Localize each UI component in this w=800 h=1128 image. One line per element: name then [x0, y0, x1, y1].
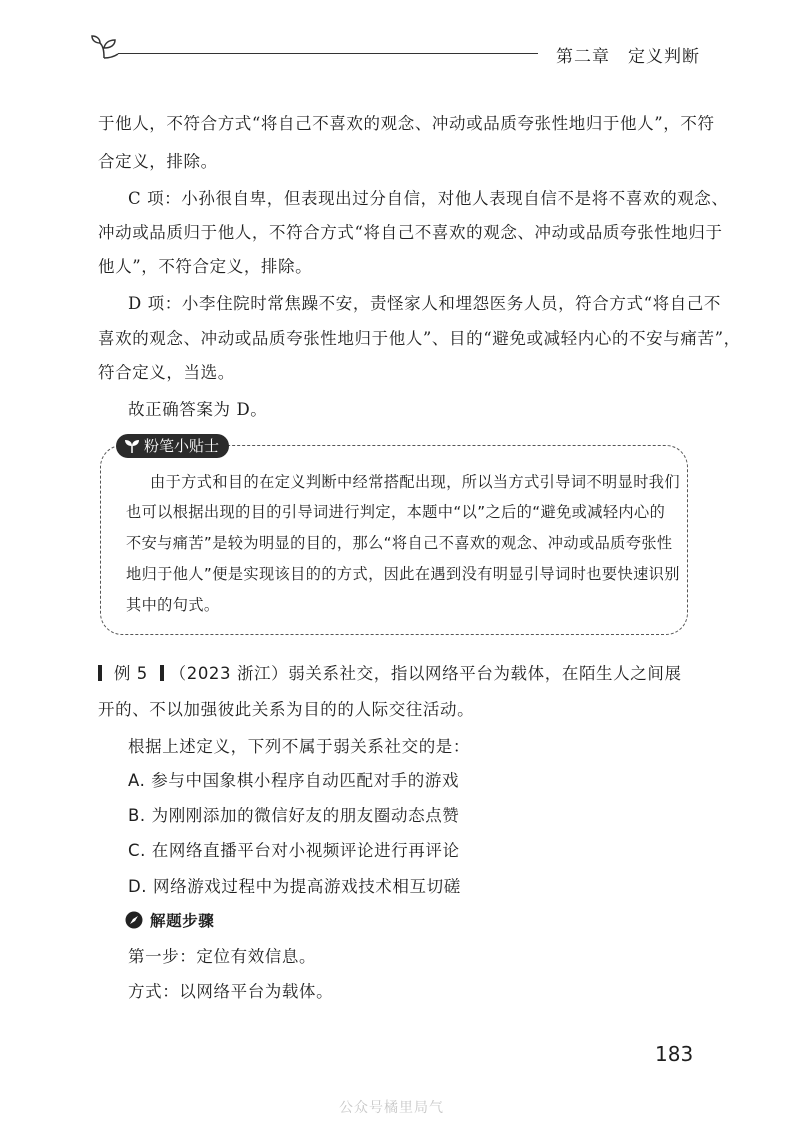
compass-icon: [125, 911, 143, 929]
page-number: 183: [655, 1042, 694, 1066]
example-heading: [98, 660, 682, 684]
body-line: 冲动或品质归于他人，不符合方式“将自己不喜欢的观念、冲动或品质夸张性地归于: [98, 223, 723, 242]
body-line: 喜欢的观念、冲动或品质夸张性地归于他人”、目的“避免或减轻内心的不安与痛苦”，: [98, 329, 741, 348]
tip-line: 由于方式和目的在定义判断中经常搭配出现，所以当方式引导词不明显时我们: [150, 473, 680, 491]
example-line-2: 开的、不以加强彼此关系为目的的人际交往活动。: [98, 700, 475, 719]
example-question: 根据上述定义，下列不属于弱关系社交的是：: [128, 737, 470, 756]
example-bar-left: [98, 665, 102, 681]
option-d: D. 网络游戏过程中为提高游戏技术相互切磋: [128, 877, 461, 896]
option-c: C. 在网络直播平台对小视频评论进行再评论: [128, 841, 460, 860]
body-line: D 项：小李住院时常焦躁不安，责怪家人和埋怨医务人员，符合方式“将自己不: [128, 294, 722, 313]
steps-title: 解题步骤: [150, 912, 215, 930]
sprout-icon: [90, 34, 120, 60]
example-line-1: （2023 浙江）弱关系社交，指以网络平台为载体，在陌生人之间展: [169, 664, 682, 683]
body-line: 他人”，不符合定义，排除。: [98, 257, 313, 276]
body-line: 符合定义，当选。: [98, 363, 235, 382]
tip-line: 地归于他人”便是实现该目的的方式，因此在遇到没有明显引导词时也要快速识别: [126, 565, 680, 583]
tip-badge: [116, 434, 229, 458]
watermark: 公众号橘里局气: [339, 1100, 444, 1116]
header-rule: [118, 53, 538, 54]
body-line: 于他人，不符合方式“将自己不喜欢的观念、冲动或品质夸张性地归于他人”，不符: [98, 114, 715, 133]
option-b: B. 为刚刚添加的微信好友的朋友圈动态点赞: [128, 806, 460, 825]
example-label: 例 5: [113, 664, 148, 683]
example-bar-right: [160, 665, 164, 681]
steps-line: 方式：以网络平台为载体。: [128, 982, 334, 1001]
tip-line: 不安与痛苦”是较为明显的目的，那么“将自己不喜欢的观念、冲动或品质夸张性: [126, 534, 673, 552]
answer-line: 故正确答案为 D。: [128, 400, 268, 419]
option-a: A. 参与中国象棋小程序自动匹配对手的游戏: [128, 771, 460, 790]
body-line: C 项：小孙很自卑，但表现出过分自信，对他人表现自信不是将不喜欢的观念、: [128, 189, 729, 208]
chapter-title: 第二章 定义判断: [556, 47, 700, 67]
tip-line: 其中的句式。: [126, 596, 220, 614]
steps-line: 第一步：定位有效信息。: [128, 947, 317, 966]
tip-line: 也可以根据出现的目的引导词进行判定，本题中“以”之后的“避免或减轻内心的: [126, 503, 666, 521]
sprout-icon: [124, 438, 140, 454]
tip-title: 粉笔小贴士: [144, 437, 220, 455]
body-line: 合定义，排除。: [98, 152, 218, 171]
